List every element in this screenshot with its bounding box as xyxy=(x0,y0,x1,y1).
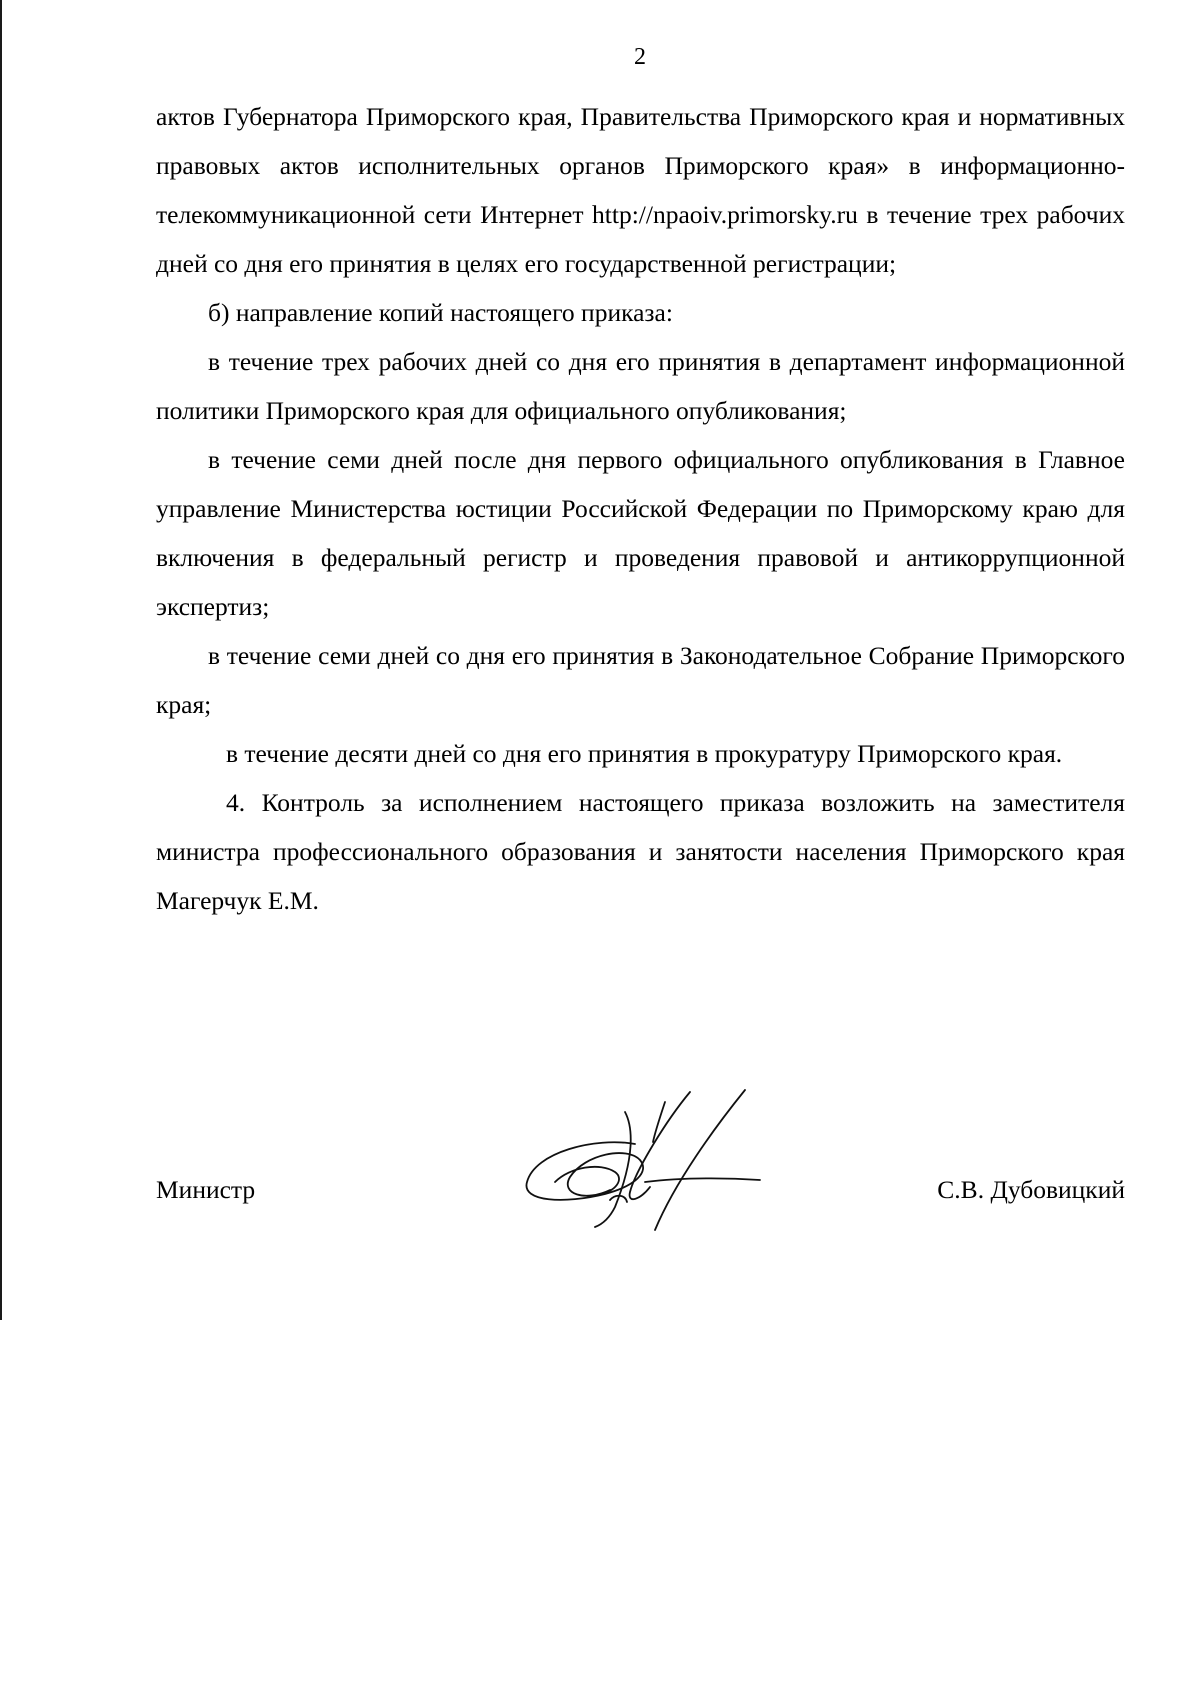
scan-edge-line xyxy=(0,0,2,1320)
paragraph-continuation: актов Губернатора Приморского края, Правительства Приморского края и нормативных правовых актов исполнительных органов Приморского края» в информационно-телекоммуникационной сети Интернет http://npaoiv.primorsky.ru в течение трех рабочих дней со дня его принятия в целях его государственной регистрации; xyxy=(156,102,1125,278)
paragraph-legislative-assembly: в течение семи дней со дня его принятия в Законодательное Собрание Приморского края; xyxy=(156,641,1125,719)
paragraph-copies-heading: б) направление копий настоящего приказа: xyxy=(208,298,673,327)
signer-position: Министр xyxy=(156,1175,256,1204)
paragraph-justice-ministry: в течение семи дней после дня первого официального опубликования в Главное управление Министерства юстиции Российской Федерации по Приморскому краю для включения в федеральный регистр и проведения правовой и антикоррупционной экспертиз; xyxy=(156,445,1125,621)
page-number: 2 xyxy=(634,44,646,70)
paragraph-prosecutor: в течение десяти дней со дня его принятия в прокуратуру Приморского края. xyxy=(226,739,1063,768)
handwritten-signature xyxy=(515,1082,825,1232)
document-body xyxy=(156,92,1125,925)
paragraph-control: 4. Контроль за исполнением настоящего приказа возложить на заместителя министра профессионального образования и занятости населения Приморского края Магерчук Е.М. xyxy=(156,788,1125,915)
paragraph-info-policy: в течение трех рабочих дней со дня его принятия в департамент информационной политики Приморского края для официального опубликования; xyxy=(156,347,1125,425)
signer-name: С.В. Дубовицкий xyxy=(937,1175,1125,1204)
